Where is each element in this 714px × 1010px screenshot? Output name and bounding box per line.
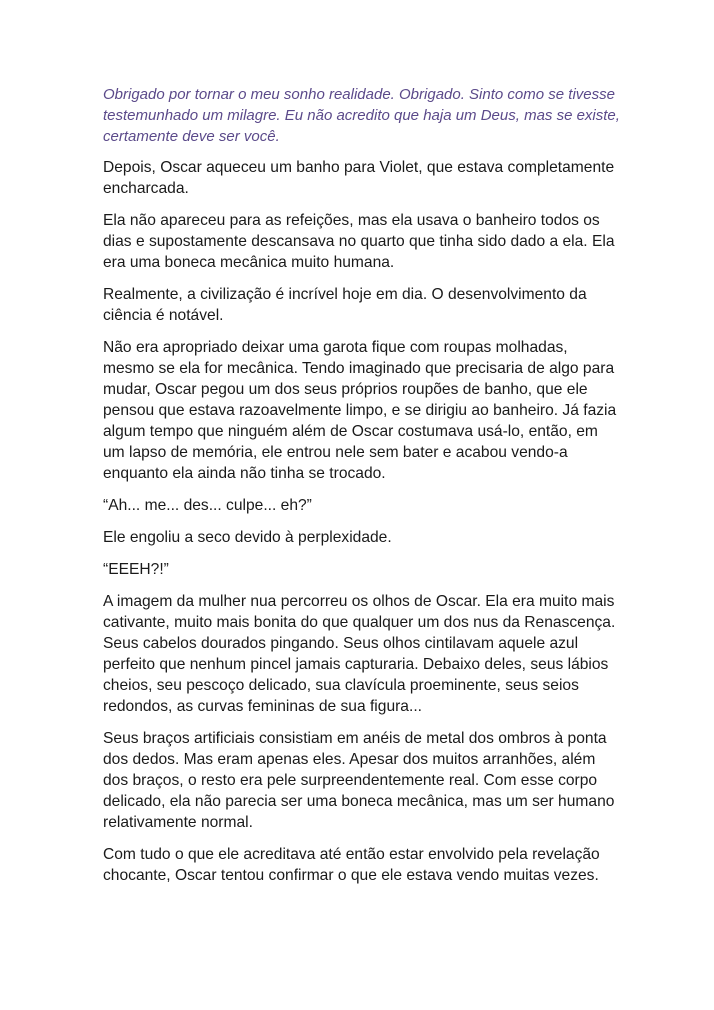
italic-quote-paragraph: Obrigado por tornar o meu sonho realidade. Obrigado. Sinto como se tivesse testemunhado um milagre. Eu não acredito que haja um Deus, mas se existe, certamente deve ser você.: [103, 86, 620, 145]
body-paragraph: A imagem da mulher nua percorreu os olhos de Oscar. Ela era muito mais cativante, muito mais bonita do que qualquer um dos nus da Renascença. Seus cabelos dourados pingando. Seus olhos cintilavam aquele azul perfeito que nenhum pincel jamais capturaria. Debaixo deles, seus lábios cheios, seu pescoço delicado, sua clavícula proeminente, seus seios redondos, as curvas femininas de sua figura...: [103, 593, 616, 715]
body-paragraph: Seus braços artificiais consistiam em anéis de metal dos ombros à ponta dos dedos. Mas eram apenas eles. Apesar dos muitos arranhões, além dos braços, o resto era pele surpreendentemente real. Com esse corpo delicado, ela não parecia ser uma boneca mecânica, mas um ser humano relativamente normal.: [103, 730, 615, 831]
body-paragraph: Ela não apareceu para as refeições, mas ela usava o banheiro todos os dias e supostamente descansava no quarto que tinha sido dado a ela. Ela era uma boneca mecânica muito humana.: [103, 212, 615, 271]
body-paragraph: Realmente, a civilização é incrível hoje em dia. O desenvolvimento da ciência é notável.: [103, 286, 587, 324]
dialogue-paragraph: “EEEH?!”: [103, 561, 169, 578]
document-page: [103, 84, 623, 897]
dialogue-paragraph: “Ah... me... des... culpe... eh?”: [103, 497, 312, 514]
body-paragraph: Depois, Oscar aqueceu um banho para Violet, que estava completamente encharcada.: [103, 159, 615, 197]
body-paragraph: Não era apropriado deixar uma garota fique com roupas molhadas, mesmo se ela for mecânica. Tendo imaginado que precisaria de algo para mudar, Oscar pegou um dos seus próprios roupões de banho, que ele pensou que estava razoavelmente limpo, e se dirigiu ao banheiro. Já fazia algum tempo que ninguém além de Oscar costumava usá-lo, então, em um lapso de memória, ele entrou nele sem bater e acabou vendo-a enquanto ela ainda não tinha se trocado.: [103, 339, 617, 482]
body-paragraph: Com tudo o que ele acreditava até então estar envolvido pela revelação chocante, Oscar tentou confirmar o que ele estava vendo muitas vezes.: [103, 846, 600, 884]
body-paragraph: Ele engoliu a seco devido à perplexidade.: [103, 529, 392, 546]
